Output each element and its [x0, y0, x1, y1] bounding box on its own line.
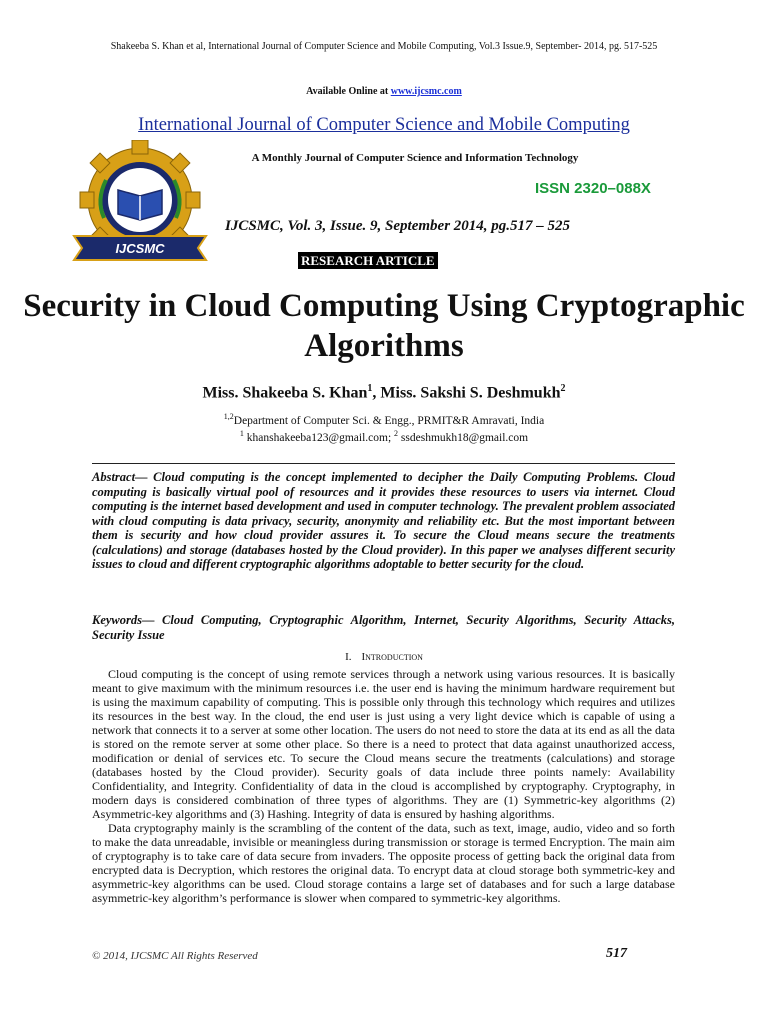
paragraph-2: Data cryptography mainly is the scrambling of the content of the data, such as text, image, audio, video and so forth to make the data unreadable, invisible or meaningless during transmission or storage is termed Encryption. The main aim of cryptography is to take care of data secure from invaders. The opposite process of getting back the original data from encrypted data is Decryption, which restores the original data. To encrypt data at cloud storage both symmetric-key and asymmetric-key algorithms can be used. Cloud storage contains a large set of databases and for such a large database asymmetric-key algorithm’s performance is slower when compared to symmetric-key algorithms. — [92, 821, 675, 905]
paragraph-1: Cloud computing is the concept of using remote services through a network using various resources. It is basically meant to give maximum with the minimum resources i.e. the user end is having the minimum hardware requirement but is using the maximum capability of computing. This is possible only through this technology which requires and utilizes its resources in the best way. In the cloud, the end user is just using a very light device which is capable of using a network that connects it to a server at some other location. The users do not need to store the data at its end as all the data is stored on the remote server at some other place. So there is a need to protect that data against unauthorized access, modification or denial of services etc. To secure the Cloud means secure the treatments (calculations) and storage (databases hosted by the Cloud provider). Security goals of data include three points namely: Availability Confidentiality, and Integrity. Confidentiality of data in the cloud is accomplished by cryptography. Cryptography, in modern days is considered combination of three types of algorithms. They are (1) Symmetric-key algorithms (2) Asymmetric-key algorithms and (3) Hashing. Integrity of data is ensured by hashing algorithms. — [92, 667, 675, 821]
abstract: Abstract— Cloud computing is the concept implemented to decipher the Daily Computing Problems. Cloud computing is basically virtual pool of resources and it provides these resources to users via internet. Cloud computing is the internet based development and used in computer technology. The prevalent problem associated with cloud computing is data privacy, security, anonymity and reliability etc. But the most important between them is security and how cloud provider assures it. To secure the Cloud means secure the treatments (calculations) and storage (databases hosted by the Cloud provider). In this paper we analyses different security issues to cloud and different cryptographic algorithms adoptable to better security for the cloud. — [92, 470, 675, 571]
author-2-affil: 2 — [560, 383, 566, 394]
email-2: ssdeshmukh18@gmail.com — [398, 431, 529, 444]
running-head: Shakeeba S. Khan et al, International Journal of Computer Science and Mobile Computing, Vol.3 Issue.9, September- 2014, pg. 517-525 — [110, 41, 658, 52]
journal-name: International Journal of Computer Science and Mobile Computing — [138, 115, 630, 135]
section-heading — [0, 651, 768, 663]
logo-text: IJCSMC — [115, 241, 165, 256]
article-type-badge: RESEARCH ARTICLE — [298, 252, 438, 269]
available-prefix: Available Online at — [306, 86, 391, 97]
ijcsmc-logo — [60, 140, 220, 270]
affiliation — [0, 412, 768, 427]
keywords: Keywords— Cloud Computing, Cryptographic Algorithm, Internet, Security Algorithms, Security Attacks, Security Issue — [92, 613, 675, 642]
available-online — [0, 86, 768, 97]
affiliation-marks: 1,2 — [223, 412, 234, 421]
email-1-mark: 1 — [239, 429, 244, 438]
section-title: Introduction — [361, 651, 423, 663]
journal-website-link[interactable]: www.ijcsmc.com — [390, 86, 462, 97]
author-1-affil: 1 — [367, 383, 373, 394]
author-emails — [0, 429, 768, 444]
affiliation-text: Department of Computer Sci. & Engg., PRMIT&R Amravati, India — [233, 414, 545, 427]
copyright: © 2014, IJCSMC All Rights Reserved — [92, 950, 258, 962]
page-number: 517 — [606, 946, 627, 961]
author-1: Miss. Shakeeba S. Khan — [202, 384, 368, 402]
paper-title: Security in Cloud Computing Using Cryptographic Algorithms — [23, 288, 745, 364]
citation: IJCSMC, Vol. 3, Issue. 9, September 2014, pg.517 – 525 — [225, 218, 571, 234]
authors — [0, 383, 768, 402]
email-2-mark: 2 — [394, 429, 399, 438]
body-text — [92, 667, 675, 905]
email-1: khanshakeeba123@gmail.com; — [243, 431, 395, 444]
author-2: Miss. Sakshi S. Deshmukh — [380, 384, 561, 402]
section-number: I. — [345, 651, 352, 663]
abstract-divider — [92, 463, 675, 464]
author-separator: , — [372, 384, 381, 402]
issn: ISSN 2320–088X — [535, 180, 651, 197]
journal-tagline: A Monthly Journal of Computer Science and Information Technology — [251, 152, 579, 164]
